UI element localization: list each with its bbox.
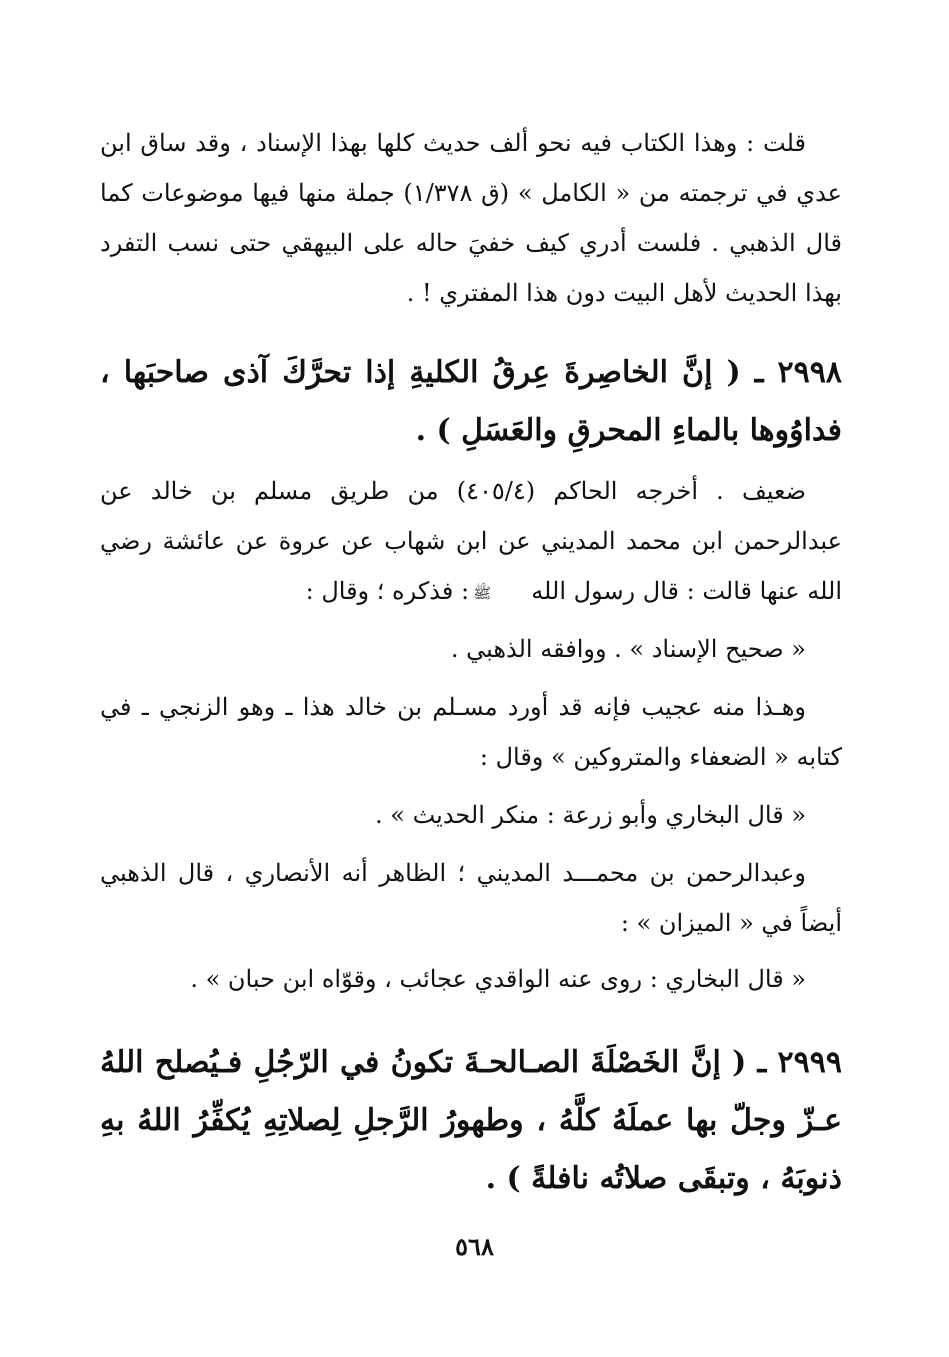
page-number: ٥٦٨ [455,1232,494,1261]
page-body [100,118,842,1208]
hadith-2999-text: ٢٩٩٩ ـ ( إنَّ الخَصْلَةَ الصـالحـةَ تكونُ في الرّجُلِ فـيُصلح اللهُ عـزّ وجلّ بها عملَهُ كلَّهُ ، وطهورُ الرَّجلِ لِصلاتِهِ يُكفِّرُ اللهُ بهِ ذنوبَهُ ، وتبقَى صلاتُه نافلةً ) . [100,1044,842,1196]
pbuh-symbol: ﷺ [473,583,492,602]
paragraph-zanji: وهـذا منه عجيب فإنه قد أورد مسـلم بن خالد هذا ـ وهو الزنجي ـ في كتابه « الضعفاء والمتروكين » وقال : [100,692,842,771]
intro-paragraph: قلت : وهذا الكتاب فيه نحو ألف حديث كلها بهذا الإسناد ، وقد ساق ابن عدي في ترجمته من « الكامل » (ق ١/٣٧٨) جملة منها فيها موضوعات كما قال الذهبي . فلست أدري كيف خفيَ حاله على البيهقي حتى نسب التفرد بهذا الحديث لأهل البيت دون هذا المفتري ! . [100,129,842,307]
quote-bukhari-2: « قال البخاري : روى عنه الواقدي عجائب ، وقوّاه ابن حبان » . [190,964,806,993]
takhrij-2998-text-before: ضعيف . أخرجه الحاكم (٤٠٥/٤) من طريق مسلم بن خالد عن عبدالرحمن ابن محمد المديني عن ابن شهاب عن عروة عن عائشة رضي الله عنها قالت : قال رسول الله [100,477,842,605]
paragraph-abdurrahman: وعبدالرحمن بن محمـــد المديني ؛ الظاهر أنه الأنصاري ، قال الذهبي أيضاً في « الميزان » : [100,858,842,937]
takhrij-2998-text-after: : فذكره ؛ وقال : [305,577,470,605]
takhrij-2998-paragraph [100,466,842,618]
quote-hakim: « صحيح الإسناد » . ووافقه الذهبي . [450,634,806,663]
quote-bukhari-1: « قال البخاري وأبو زرعة : منكر الحديث » . [375,800,806,829]
hadith-2998-text: ٢٩٩٨ ـ ( إنَّ الخاصِرةَ عِرقُ الكليةِ إذا تحرَّكَ آذى صاحبَها ، فداوُوها بالماءِ المحرقِ والعَسَلِ ) . [100,355,842,448]
